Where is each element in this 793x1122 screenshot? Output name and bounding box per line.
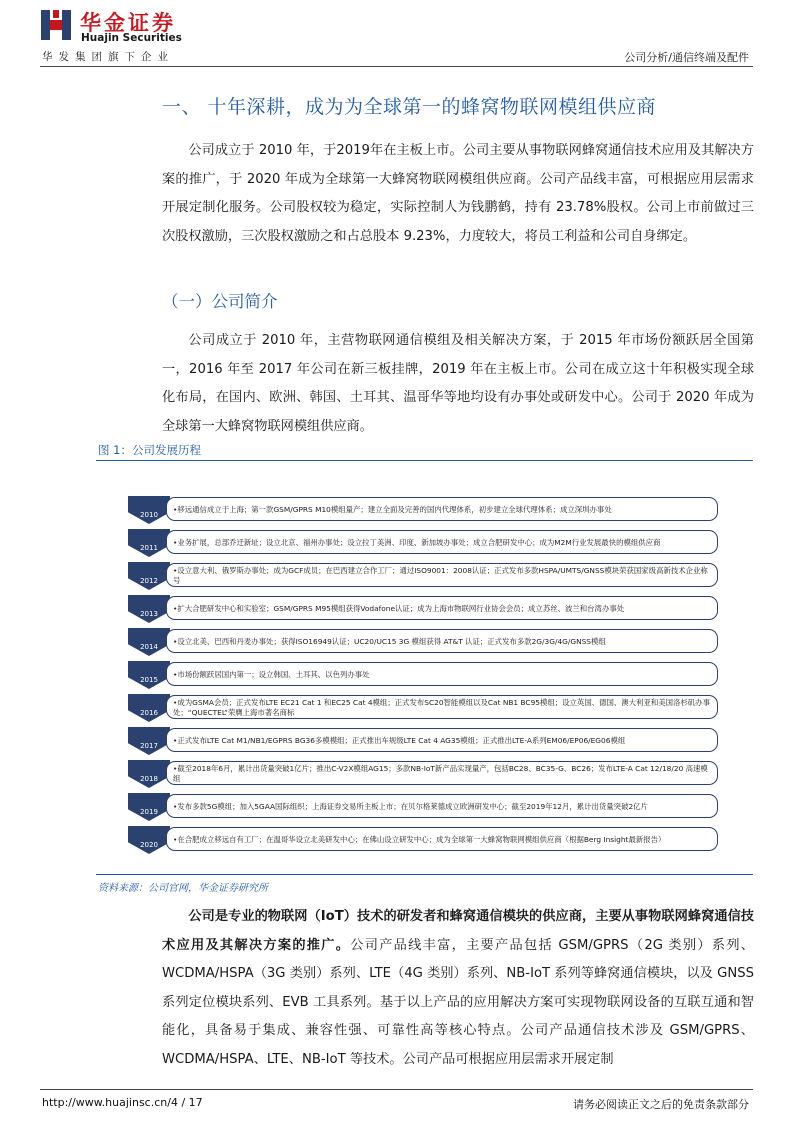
figure-top-rule [96,460,753,461]
timeline-year-chevron [128,727,170,755]
timeline-row [128,727,723,755]
timeline-event-text: •在合肥成立移远自有工厂；在温哥华设立北美研发中心；在佛山设立研发中心；成为全球第一大蜂窝物联网模组供应商（根据Berg Insight最新报告） [166,827,718,851]
business-paragraph [162,903,754,1074]
timeline-row [128,826,723,854]
timeline-row [128,694,723,722]
timeline-event-text: •成为GSMA会员；正式发布LTE EC21 Cat 1 和EC25 Cat 4模组；正式发布SC20智能模组以及Cat NB1 BC95模组；设立英国、德国、澳大利亚和美国洛杉矶办事处；“QUECTEL”荣膺上海市著名商标 [166,695,718,719]
report-category: 公司分析/通信终端及配件 [624,51,749,64]
timeline-event-text: •截至2018年6月，累计出货量突破1亿片；推出C-V2X模组AG15；多款NB-IoT新产品实现量产，包括BC28、BC35-G、BC26；发布LTE-A Cat 12/18/20 高速模组 [166,761,718,785]
timeline-row [128,496,723,524]
huajin-logo-icon [40,9,72,41]
brand-name-chinese: 华金证券 [80,11,176,35]
timeline-row [128,529,723,557]
timeline-year-chevron [128,661,170,689]
brand-name-english: Huajin Securities [81,32,182,44]
group-affiliation: 华发集团旗下企业 [42,51,174,63]
business-paragraph-bold: 公司是专业的物联网（IoT）技术的研发者和蜂窝通信模块的供应商，主要从事物联网蜂窝通信技术应用及其解决方案的推广。 [162,909,754,953]
timeline-event-text: •设立意大利、俄罗斯办事处；成为GCF成员；在巴西建立合作工厂；通过ISO9001：2008认证；正式发布多款HSPA/UMTS/GNSS模块荣获国家级高新技术企业称号 [166,563,718,587]
timeline-year-chevron [128,793,170,821]
timeline-year: 2014 [140,643,158,651]
timeline-year-chevron [128,694,170,722]
timeline-year-chevron [128,562,170,590]
timeline-row [128,562,723,590]
footer-divider [40,1089,753,1090]
timeline-event-text: •移远通信成立于上海；第一款GSM/GPRS M10模组量产；建立全面及完善的国内代理体系，初步建立全球代理体系；成立深圳办事处 [166,497,718,521]
business-paragraph-rest: 公司产品线丰富，主要产品包括 GSM/GPRS（2G 类别）系列、WCDMA/HSPA（3G 类别）系列、LTE（4G 类别）系列、NB-IoT 系列等蜂窝通信模块，以及 GNSS 系列定位模块系列、EVB 工具系列。基于以上产品的应用解决方案可实现物联网设备的互联互通和智能化，具备易于集成、兼容性强、可靠性高等核心特点。公司产品通信技术涉及 GSM/GPRS、WCDMA/HSPA、LTE、NB-IoT 等技术。公司产品可根据应用层需求开展定制 [162,937,754,1067]
timeline-year: 2019 [140,808,158,816]
timeline-row [128,628,723,656]
section-title: 一、 十年深耕，成为为全球第一的蜂窝物联网模组供应商 [162,96,657,118]
figure-source: 资料来源：公司官网，华金证券研究所 [98,883,268,894]
timeline-event-text: •正式发布LTE Cat M1/NB1/EGPRS BG36多模模组；正式推出车规级LTE Cat 4 AG35模组；正式推出LTE-A系列EM06/EP06/EG06模组 [166,728,718,752]
timeline-year-chevron [128,496,170,524]
timeline-year: 2011 [140,544,158,552]
timeline-row [128,661,723,689]
timeline-year-chevron [128,826,170,854]
header-divider [40,66,753,67]
timeline-year: 2018 [140,775,158,783]
timeline-year: 2020 [140,841,158,849]
timeline-year: 2015 [140,676,158,684]
timeline-year-chevron [128,628,170,656]
figure-bottom-rule [96,874,753,875]
figure-title: 图 1：公司发展历程 [98,443,201,457]
timeline-year: 2017 [140,742,158,750]
timeline-year-chevron [128,529,170,557]
timeline-year-chevron [128,760,170,788]
timeline-event-text: •设立北美、巴西和丹麦办事处；获得ISO16949认证；UC20/UC15 3G 模组获得 AT&T 认证；正式发布多款2G/3G/4G/GNSS模组 [166,629,718,653]
timeline-event-text: •市场份额跃居国内第一；设立韩国、土耳其、以色列办事处 [166,662,718,686]
timeline-event-text: •业务扩展，总部乔迁新址；设立北京、福州办事处；设立拉丁美洲、印度、新加坡办事处；成立合肥研发中心；成为M2M行业发展最快的模组供应商 [166,530,718,554]
intro-paragraph: 公司成立于 2010 年，于2019年在主板上市。公司主要从事物联网蜂窝通信技术应用及其解决方案的推广，于 2020 年成为全球第一大蜂窝物联网模组供应商。公司产品线丰富，可根据应用层需求开展定制化服务。公司股权较为稳定，实际控制人为钱鹏鹤，持有 23.78%股权。公司上市前做过三次股权激励，三次股权激励之和占总股本 9.23%，力度较大，将员工利益和公司自身绑定。 [162,143,754,244]
timeline-event-text: •发布多款5G模组；加入5GAA国际组织；上海证券交易所主板上市；在贝尔格莱德成立欧洲研发中心；截至2019年12月，累计出货量突破2亿片 [166,794,718,818]
timeline-year-chevron [128,595,170,623]
timeline-year: 2010 [140,511,158,519]
timeline-row [128,793,723,821]
footer-url-page[interactable]: http://www.huajinsc.cn/4 / 17 [42,1096,203,1109]
timeline-year: 2012 [140,577,158,585]
timeline-row [128,760,723,788]
development-timeline [128,496,723,861]
timeline-year: 2013 [140,610,158,618]
company-profile-paragraph: 公司成立于 2010 年，主营物联网通信模组及相关解决方案，于 2015 年市场份额跃居全国第一，2016 年至 2017 年公司在新三板挂牌，2019 年在主板上市。公司在成立这十年积极实现全球化布局，在国内、欧洲、韩国、土耳其、温哥华等地均设有办事处或研发中心。公司于 2020 年成为全球第一大蜂窝物联网模组供应商。 [162,333,754,434]
subsection-title: （一）公司简介 [162,292,278,311]
timeline-year: 2016 [140,709,158,717]
footer-disclaimer-note: 请务必阅读正文之后的免责条款部分 [573,1098,749,1111]
timeline-event-text: •扩大合肥研发中心和实验室；GSM/GPRS M95模组获得Vodafone认证；成为上海市物联网行业协会会员；成立苏丝、波兰和台湾办事处 [166,596,718,620]
timeline-row [128,595,723,623]
